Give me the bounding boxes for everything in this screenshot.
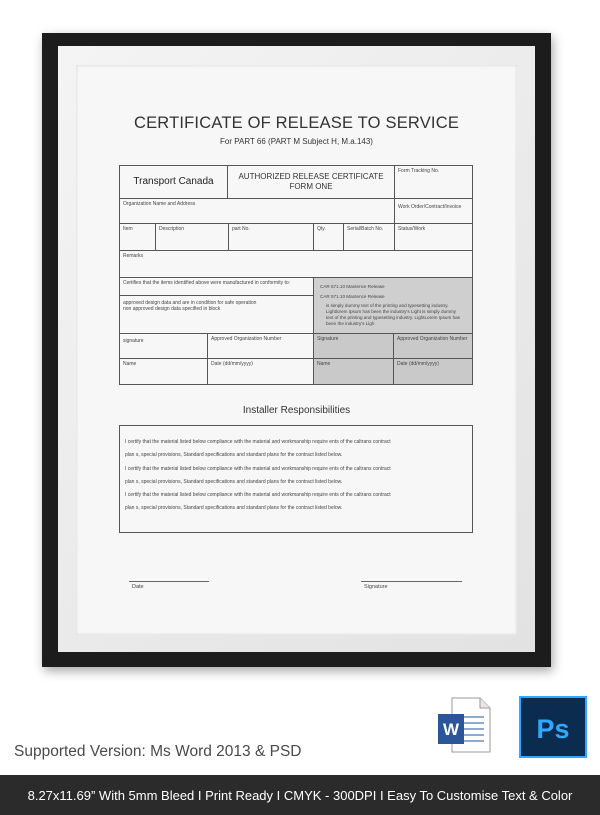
word-letter: W	[442, 720, 460, 739]
signature-label: signature	[123, 338, 144, 344]
design-data-cell	[119, 295, 314, 334]
part-no-cell	[228, 223, 314, 251]
date-line	[129, 581, 209, 582]
name-right-label: Name	[317, 361, 331, 367]
photoshop-icon	[519, 696, 587, 758]
certificate-title: CERTIFICATE OF RELEASE TO SERVICE	[133, 114, 460, 132]
date-cell	[207, 358, 314, 385]
authority-name: Transport Canada	[133, 175, 214, 187]
approved-org-right-label: Approved Organization Number	[397, 336, 468, 342]
name-right-cell	[313, 358, 394, 385]
work-order-label: Work Order/Contract/Invoice	[398, 204, 462, 210]
status-work-cell	[394, 223, 473, 251]
supported-version-text: Supported Version: Ms Word 2013 & PSD	[14, 743, 302, 760]
approved-org-right-cell	[393, 333, 473, 359]
specs-text: 8.27x11.69” With 5mm Bleed I Print Ready I CMYK - 300DPI I Easy To Customise Text & Color	[27, 787, 573, 803]
org-name-cell	[119, 198, 395, 224]
approved-org-label: Approved Organization Number	[211, 336, 282, 342]
certifies-cell	[119, 277, 314, 296]
installer-box	[119, 425, 473, 533]
item-label: Item	[123, 226, 133, 232]
description-cell	[155, 223, 229, 251]
qty-label: Qty.	[317, 226, 326, 232]
ps-letters: Ps	[536, 714, 570, 744]
installer-line: plan s, special provisions, Standard specifications and standard plans for the contract listed below.	[125, 478, 343, 485]
work-order-cell	[394, 198, 473, 224]
car-release-label-2: CAR 571.10 Mantence Release	[320, 293, 385, 299]
form-tracking-label: Form Tracking No.	[398, 168, 440, 174]
approved-data-label: approved design data and are in condition for safe operation	[123, 300, 257, 306]
org-name-label: Organization Name and Address	[123, 201, 196, 207]
installer-title: Installer Responsibilities	[242, 405, 351, 416]
non-approved-data-label: non approved design data specified in block	[123, 306, 221, 313]
remarks-label: Remarks	[123, 253, 144, 259]
serial-batch-label: Serial/Batch No.	[347, 226, 384, 232]
installer-line: I certify that the material listed below compliance with the material and workmanship require ents of the caltrans contract	[125, 465, 391, 472]
installer-line: plan s, special provisions, Standard specifications and standard plans for the contract listed below.	[125, 505, 343, 512]
form-name-cell	[227, 165, 395, 199]
installer-line: I certify that the material listed below compliance with the material and workmanship require ents of the caltrans contract	[125, 439, 391, 445]
name-cell	[119, 358, 208, 385]
signature-cell	[119, 333, 208, 359]
installer-line: I certify that the material listed below compliance with the material and workmanship require ents of the caltrans contract	[125, 492, 391, 499]
authority-cell	[119, 165, 228, 199]
certifies-label: Certifies that the items identified above were manufactured in conformity to:	[123, 280, 291, 286]
part-no-label: part No.	[232, 226, 250, 232]
date-right-label: Date (dd/mm/yyyy)	[397, 361, 439, 367]
signature-line	[361, 581, 462, 582]
qty-cell	[313, 223, 344, 251]
form-tracking-cell	[394, 165, 473, 199]
form-name: AUTHORIZED RELEASE CERTIFICATE FORM ONE	[238, 172, 384, 191]
date-label: Date (dd/mm/yyyy)	[211, 361, 253, 367]
installer-line: plan s, special provisions, Standard specifications and standard plans for the contract listed below.	[125, 452, 343, 459]
serial-batch-cell	[343, 223, 395, 251]
signature-right-cell	[313, 333, 394, 359]
car-release-label-1: CAR 571.10 Mantence Release	[320, 284, 385, 289]
signature-signoff-label: Signature	[364, 584, 388, 590]
certificate-subtitle: For PART 66 (PART M Subject H, M.a.143)	[220, 137, 373, 146]
signature-right-label: Signature	[317, 336, 339, 342]
release-info-cell	[313, 277, 473, 334]
date-right-cell	[393, 358, 473, 385]
approved-org-cell	[207, 333, 314, 359]
description-label: Description	[159, 226, 185, 232]
status-work-label: Status/Work	[398, 226, 426, 232]
name-label: Name	[123, 361, 137, 367]
item-cell	[119, 223, 156, 251]
ms-word-icon	[434, 695, 494, 755]
specs-bar	[0, 775, 600, 815]
date-signoff-label: Date	[132, 584, 144, 590]
remarks-cell	[119, 250, 473, 278]
dummy-text: is simply dummy text of the printing and typesetting industry. Lightlorem Ipsum has been the industry's Light is simply dummy text of the printing and typesetting industry. LightLorem Ipsum has been the industry's Ligh	[326, 303, 460, 326]
